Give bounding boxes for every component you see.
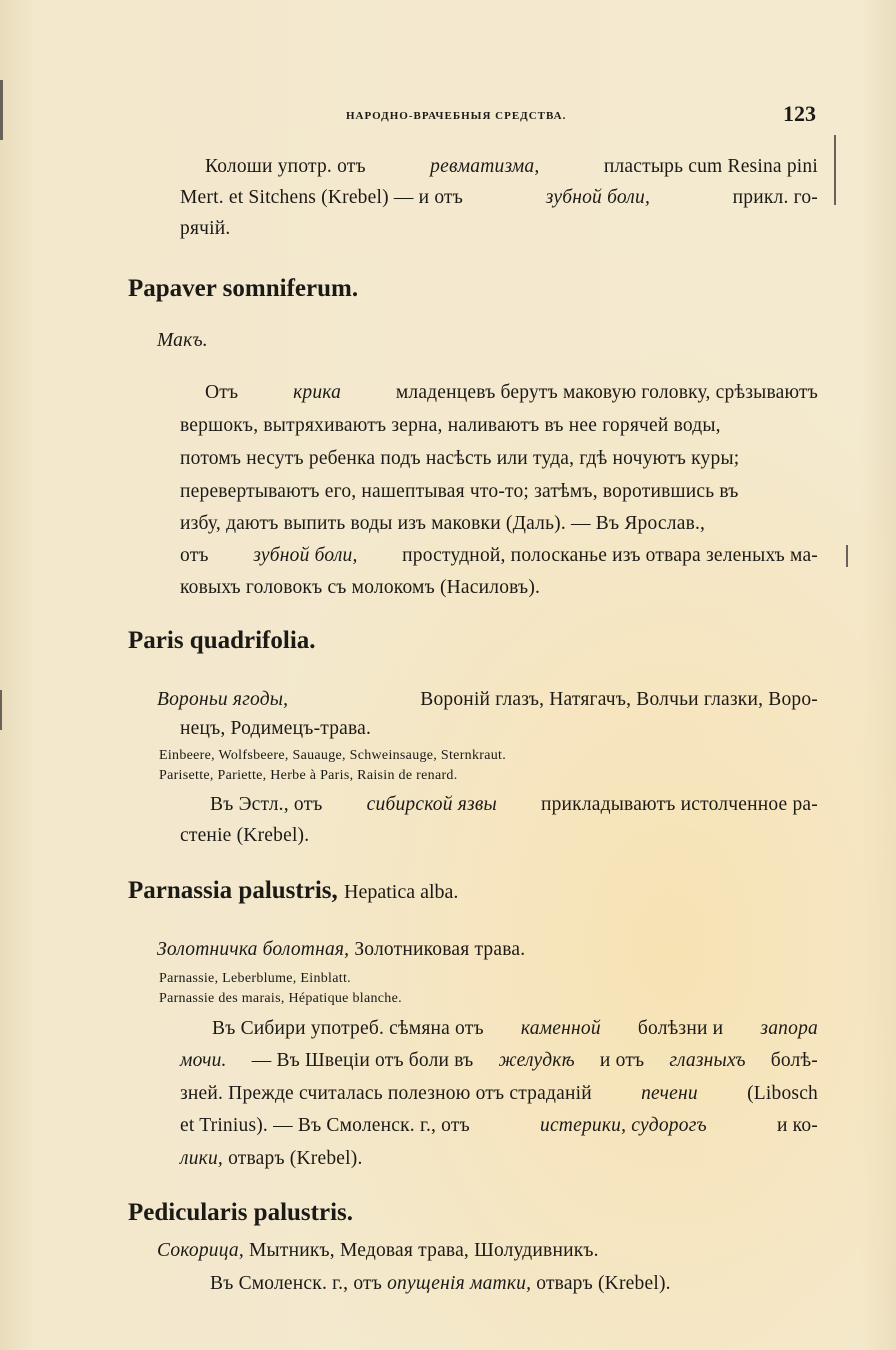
section-title-paris: Paris quadrifolia. [128, 627, 316, 654]
intro-line-3: рячій. [180, 218, 231, 239]
text: Отъ [205, 382, 239, 403]
paris-names-line-1 [157, 689, 818, 711]
italic-term: лики, [180, 1148, 223, 1169]
italic-term: мочи. [180, 1050, 227, 1071]
text: Mert. et Sitchens (Krebel) — и отъ [180, 187, 464, 208]
paris-french-names: Parisette, Pariette, Herbe à Paris, Raisin de renard. [159, 768, 458, 783]
papaver-line-1 [205, 382, 818, 404]
paris-german-names: Einbeere, Wolfsbeere, Sauauge, Schweinsauge, Sternkraut. [159, 748, 507, 763]
text: отваръ (Krebel). [536, 1273, 671, 1294]
scan-edge-mark [0, 690, 2, 730]
text: прикл. го- [732, 187, 818, 208]
text: потомъ несутъ ребенка подъ насѣсть или туда, гдѣ ночуютъ куры; [180, 448, 740, 469]
page-number: 123 [783, 101, 816, 126]
italic-term: печени [641, 1083, 698, 1104]
parnassia-german-names: Parnassie, Leberblume, Einblatt. [159, 971, 351, 986]
latin-synonym: Hepatica alba. [344, 881, 459, 903]
parnassia-line-1 [212, 1018, 818, 1040]
italic-term: Вороньи ягоды, [157, 689, 289, 710]
section-title-papaver: Papaver somniferum. [128, 275, 359, 302]
italic-term: зубной боли, [545, 187, 651, 208]
parnassia-line-4 [180, 1115, 818, 1137]
italic-term: Золотничка болотная, [157, 939, 350, 960]
intro-line-1 [205, 156, 818, 178]
italic-term: опущенія матки, [387, 1273, 532, 1294]
paris-line-2: стеніе (Krebel). [180, 825, 310, 846]
running-header: НАРОДНО-ВРАЧЕБНЫЯ СРЕДСТВА. [346, 110, 567, 122]
text: Золотниковая трава. [354, 939, 526, 960]
text: вершокъ, вытряхиваютъ зерна, наливаютъ въ нее горячей воды, [180, 415, 721, 436]
italic-term: Сокорица, [157, 1240, 244, 1261]
text: и ко- [776, 1115, 818, 1136]
paris-names-line-2: нецъ, Родимецъ-трава. [180, 718, 372, 739]
italic-term: истерики, судорогъ [540, 1115, 707, 1136]
scan-edge-mark [846, 545, 848, 567]
text: отъ [180, 545, 209, 566]
scan-edge-mark [0, 80, 3, 140]
section-title-pedicularis: Pedicularis palustris. [128, 1199, 354, 1226]
paris-line-1 [210, 794, 818, 816]
intro-line-2 [180, 187, 818, 209]
text: et Trinius). — Въ Смоленск. г., отъ [180, 1115, 470, 1136]
italic-term: запора [760, 1018, 818, 1039]
papaver-common-name: Макъ. [157, 330, 208, 351]
pedicularis-line-1 [210, 1273, 671, 1295]
text: Въ Сибири употреб. сѣмяна отъ [212, 1018, 484, 1039]
papaver-line-4 [180, 481, 818, 503]
parnassia-line-5 [180, 1148, 363, 1170]
text: перевертываютъ его, нашептывая что-то; затѣмъ, воротившись въ [180, 481, 739, 502]
italic-term: ревматизма, [430, 156, 540, 177]
text: простудной, полосканье изъ отвара зеленыхъ ма- [402, 545, 818, 566]
latin-name: Parnassia palustris, [128, 877, 338, 904]
scan-edge-mark [834, 135, 836, 205]
text: болѣ- [770, 1050, 818, 1071]
text: младенцевъ берутъ маковую головку, срѣзываютъ [395, 382, 818, 403]
text: Мытникъ, Медовая трава, Шолудивникъ. [249, 1240, 599, 1261]
parnassia-names [157, 939, 525, 961]
papaver-line-5 [180, 513, 818, 535]
text: отваръ (Krebel). [228, 1148, 363, 1169]
parnassia-french-names: Parnassie des marais, Hépatique blanche. [159, 991, 402, 1006]
text: Въ Смоленск. г., отъ [210, 1273, 383, 1294]
parnassia-line-2 [180, 1050, 818, 1072]
papaver-line-2 [180, 415, 818, 437]
text: (Libosch [747, 1083, 818, 1104]
italic-term: желудкѣ [498, 1050, 575, 1071]
papaver-line-6 [180, 545, 818, 567]
text: болѣзни и [637, 1018, 724, 1039]
italic-term: зубной боли, [253, 545, 358, 566]
italic-term: крика [293, 382, 342, 403]
italic-term: каменной [520, 1018, 601, 1039]
text: прикладываютъ истолченное ра- [540, 794, 818, 815]
text: и отъ [599, 1050, 645, 1071]
section-title-parnassia [128, 877, 458, 905]
papaver-line-3 [180, 448, 818, 470]
italic-term: глазныхъ [669, 1050, 746, 1071]
text: — Въ Швеціи отъ боли въ [251, 1050, 474, 1071]
text: пластырь cum Resina pini [603, 156, 818, 177]
text: избу, даютъ выпить воды изъ маковки (Даль). — Въ Ярослав., [180, 513, 706, 534]
papaver-line-7: ковыхъ головокъ съ молокомъ (Насиловъ). [180, 577, 541, 598]
text: зней. Прежде считалась полезною отъ страданій [180, 1083, 592, 1104]
pedicularis-names [157, 1240, 599, 1262]
parnassia-line-3 [180, 1083, 818, 1105]
text: Колоши употр. отъ [205, 156, 366, 177]
text: Вороній глазъ, Натягачъ, Волчьи глазки, Воро- [420, 689, 818, 710]
italic-term: сибирской язвы [366, 794, 497, 815]
text: Въ Эстл., отъ [210, 794, 323, 815]
